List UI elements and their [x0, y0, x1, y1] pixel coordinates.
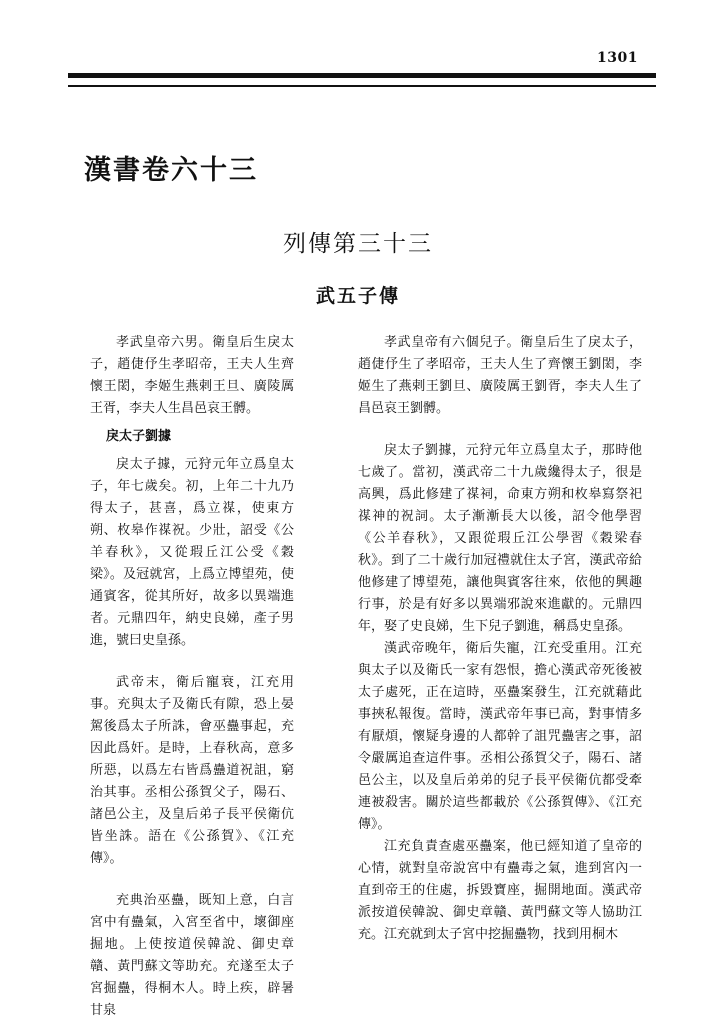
biography-title: 武五子傳: [315, 285, 400, 307]
classical-text-column: [90, 332, 294, 1022]
classical-paragraph-1: 孝武皇帝六男。衛皇后生戾太子，趙倢伃生孝昭帝，王夫人生齊懷王閎，李姬生燕剌王旦、廣陵厲王胥，李夫人生昌邑哀王髆。: [90, 335, 294, 416]
subheading: 戾太子劉據: [106, 429, 172, 444]
classical-paragraph-4: 充典治巫蠱，既知上意，白言宮中有蠱氣，入宮至省中，壞御座掘地。上使按道侯韓說、御史章贛、黃門蘇文等助充。充遂至太子宮掘蠱，得桐木人。時上疾，辟暑甘泉: [90, 893, 294, 1018]
translation-paragraph-3: 漢武帝晚年，衛后失寵，江充受重用。江充與太子以及衛氏一家有怨恨，擔心漢武帝死後被太子處死，正在這時，巫蠱案發生，江充就藉此事挾私報復。當時，漢武帝年事已高，對事情多有厭煩，懷疑身邊的人都幹了詛咒蠱害之事，詔令嚴厲追查這件事。丞相公孫賀父子，陽石、諸邑公主，以及皇后弟弟的兒子長平侯衛伉都受牽連被殺害。關於這些都載於《公孫賀傳》、《江充傳》。: [358, 641, 642, 832]
top-rule-thick: [68, 73, 656, 78]
top-rule-thin: [68, 85, 656, 87]
classical-paragraph-3: 武帝末，衛后寵衰，江充用事。充與太子及衛氏有隙，恐上晏駕後爲太子所誅，會巫蠱事起，充因此爲奸。是時，上春秋高，意多所惡，以爲左右皆爲蠱道祝詛，窮治其事。丞相公孫賀父子，陽石、諸邑公主，及皇后弟子長平侯衛伉皆坐誅。語在《公孫賀》、《江充傳》。: [90, 675, 294, 866]
classical-paragraph-2: 戾太子據，元狩元年立爲皇太子，年七歲矣。初，上年二十九乃得太子，甚喜，爲立禖，使東方朔、枚皋作禖祝。少壯，詔受《公羊春秋》，又從瑕丘江公受《穀梁》。及冠就宮，上爲立博望苑，使通賓客，從其所好，故多以異端進者。元鼎四年，納史良娣，產子男進，號曰史皇孫。: [90, 457, 294, 648]
volume-title: 漢書卷六十三: [84, 155, 258, 186]
translation-paragraph-4: 江充負責查處巫蠱案，他已經知道了皇帝的心情，就對皇帝說宮中有蠱毒之氣，進到宮內一直到帝王的住處，拆毀寶座，掘開地面。漢武帝派按道侯韓說、御史章贛、黃門蘇文等人協助江充。江充就到太子宮中挖掘蠱物，找到用桐木: [358, 839, 642, 942]
translation-paragraph-1: 孝武皇帝有六個兒子。衛皇后生了戾太子，趙倢伃生了孝昭帝，王夫人生了齊懷王劉閎，李姬生了燕剌王劉旦、廣陵厲王劉胥，李夫人生了昌邑哀王劉髆。: [358, 335, 642, 416]
modern-translation-column: [358, 332, 642, 946]
page-number: 1301: [597, 50, 638, 66]
translation-paragraph-2: 戾太子劉據，元狩元年立爲皇太子，那時他七歲了。當初，漢武帝二十九歲纔得太子，很是高興，爲此修建了禖祠，命東方朔和枚皋寫祭祀禖神的祝詞。太子漸漸長大以後，詔令他學習《公羊春秋》，又跟從瑕丘江公學習《穀梁春秋》。到了二十歲行加冠禮就住太子宮，漢武帝給他修建了博望苑，讓他與賓客往來，依他的興趣行事，於是有好多以異端邪說來進獻的。元鼎四年，娶了史良娣，生下兒子劉進，稱爲史皇孫。: [358, 443, 642, 634]
section-title: 列傳第三十三: [283, 231, 433, 257]
